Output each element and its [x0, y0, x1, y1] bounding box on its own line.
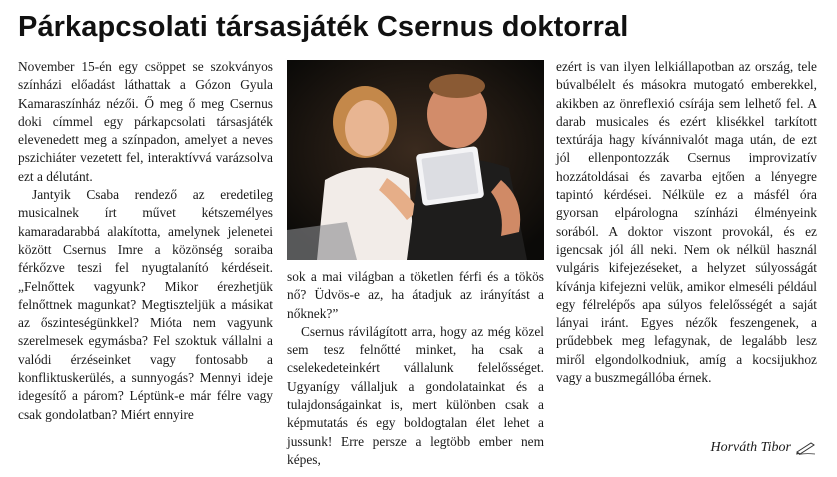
- author-name: Horváth Tibor: [710, 440, 791, 455]
- paragraph: sok a mai világban a töketlen férfi és a tökös nő? Üdvös-e az, ha átadjuk az irányítást a nőknek?”: [287, 269, 544, 321]
- article-title: Párkapcsolati társasjáték Csernus doktorral: [18, 11, 629, 43]
- paragraph: November 15-én egy csöppet se szokványos színházi előadást láthattak a Gózon Gyula Kamaraszínház nézői. Ő meg ő meg Csernus doki címmel egy párkapcsolati társasjáték elevenedett meg a színpadon, amelyet a neves pszichiáter vezetett fel, interaktívvá varázsolva ezt a délutánt.: [18, 59, 273, 184]
- paragraph: ezért is van ilyen lelkiállapotban az ország, tele búvalbélelt és másokra mutogató emberekkel, akikben az önreflexió csírája sem lelhető fel. A darab musicales és ezért klisékkel tarkított textúrája hagy kívánnivalót maga után, de ezt jól ellenpontozzák Csernus improvizatív hozzátoldásai és zavarba ejtően a lényegre tapintó kérdései. Nélküle ez a másfél óra gyorsan elpárologna színházi élményeink sorából. A doktor viszont provokál, és ez igencsak jól áll neki. Nem ok nélkül használ vulgáris kifejezéseket, a helyzet súlyosságát kívánja kifejezni velük, amikor elmeséli például egy félrelépős apa súlyos felelősségét a saját lányai iránt. Egyes nézők feszengenek, a prűdebbek meg lefagynak, de legalább lesz miről elgondolkodniuk, amíg a kocsijukhoz vagy a buszmegállóba érnek.: [556, 59, 817, 386]
- article-column-1: [18, 58, 273, 424]
- author-byline: [710, 440, 817, 456]
- paragraph: Csernus rávilágított arra, hogy az még közel sem tesz felnőtté minket, ha csak a cselekedeteinkért vállalunk felelősséget. Ugyanígy vállaljuk a gondolatainkat és a tulajdonságainkat is, mert különben csak a képmutatás és egy boldogtalan élet lehet a jussunk! Erre persze a legtöbb ember nem képes,: [287, 323, 544, 467]
- paragraph: Jantyik Csaba rendező az eredetileg musicalnek írt művet kétszemélyes kamaradarabbá alakította, amelynek jelenetei között Csernus Imre a közönség soraiba férkőzve teszi fel nyugtalanító kérdéseit. „Felnőttek vagyunk? Mikor érezhetjük felnőttnek magunkat? Megtiszteljük a másikat az őszinteségünkkel? Mióta nem vagyunk szerelmesek egymásba? Fel szoktuk vállalni a valódi érzéseinket vagy fontosabb a konfliktuskerülés, a sunnyogás? Mennyi ideje idegesítő a párom? Léptünk-e már félre vagy csak gondolatban? Miért ennyire: [18, 187, 273, 422]
- article-column-3: [556, 58, 817, 387]
- article-column-2: [287, 268, 544, 469]
- article-photo: [287, 60, 544, 260]
- pen-icon: [795, 441, 817, 455]
